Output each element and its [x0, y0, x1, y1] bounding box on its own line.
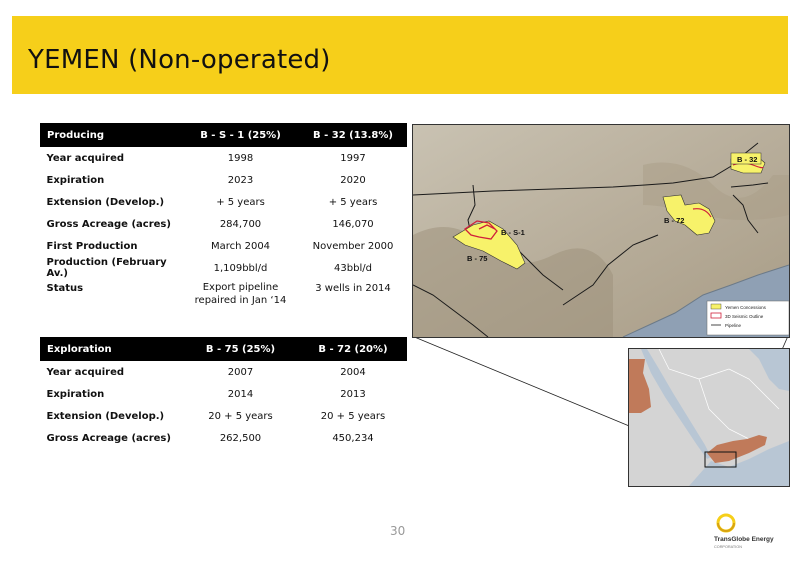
- block-b32-label: B - 32: [737, 155, 758, 164]
- table-row: [41, 361, 407, 384]
- legend-label-concessions: Yemen Concessions: [725, 305, 766, 310]
- cell-value: + 5 years: [328, 196, 378, 208]
- table-row: [41, 213, 407, 235]
- cell-value: 450,234: [332, 432, 374, 444]
- cell-value: 146,070: [332, 218, 374, 230]
- row-label: Status: [46, 283, 84, 294]
- cell-value: 43bbl/d: [334, 262, 372, 274]
- table-row: [41, 257, 407, 279]
- cell-value: + 5 years: [216, 196, 265, 208]
- producing-header-b32: B - 32 (13.8%): [300, 124, 407, 147]
- cell-value: 20 + 5 years: [208, 410, 273, 422]
- company-logo: [712, 512, 780, 552]
- regional-inset-map: [628, 348, 790, 487]
- legend-label-pipeline: Pipeline: [725, 323, 742, 328]
- map-legend: [707, 301, 789, 335]
- exploration-table: [40, 337, 407, 449]
- cell-value: November 2000: [312, 240, 394, 252]
- row-label: Expiration: [46, 388, 105, 400]
- cell-value: 262,500: [219, 432, 262, 444]
- producing-header-label: Producing: [41, 124, 182, 147]
- table-row: [41, 169, 407, 191]
- table-row: [41, 405, 407, 427]
- row-label: Expiration: [46, 174, 105, 186]
- cell-value: 1997: [340, 152, 366, 164]
- cell-value: 2013: [340, 388, 366, 400]
- logo-graphic: [712, 512, 780, 552]
- logo-text: TransGlobe Energy: [714, 536, 774, 543]
- row-label: Gross Acreage (acres): [46, 218, 171, 230]
- row-label: First Production: [46, 240, 138, 252]
- logo-subtext: CORPORATION: [714, 545, 742, 549]
- table-row: [41, 235, 407, 257]
- page-number: 30: [390, 524, 406, 538]
- cell-value: 284,700: [219, 218, 262, 230]
- row-label: Extension (Develop.): [46, 410, 165, 422]
- page-title: YEMEN (Non-operated): [28, 45, 331, 75]
- row-label: Extension (Develop.): [46, 196, 165, 208]
- producing-header-bs1: B - S - 1 (25%): [182, 124, 300, 147]
- map-graphic: [413, 125, 789, 337]
- row-label: Year acquired: [46, 366, 125, 378]
- row-label: Gross Acreage (acres): [46, 432, 171, 444]
- row-label: Production (February Av.): [46, 257, 167, 279]
- cell-value: 2014: [227, 388, 254, 400]
- table-row: [41, 191, 407, 213]
- cell-value: March 2004: [210, 240, 271, 252]
- cell-value: 2023: [227, 174, 254, 186]
- exploration-header-b72: B - 72 (20%): [300, 338, 407, 361]
- exploration-header-b75: B - 75 (25%): [182, 338, 300, 361]
- table-row: [41, 427, 407, 449]
- producing-table: [40, 123, 407, 309]
- yemen-concession-map: [412, 124, 790, 338]
- cell-value: 3 wells in 2014: [315, 283, 391, 294]
- cell-value: Export pipeline repaired in Jan ‘14: [194, 282, 287, 306]
- legend-label-seismic: 3D Seismic Outline: [725, 314, 764, 319]
- cell-value: 2004: [340, 366, 366, 378]
- exploration-header-row: [41, 338, 407, 361]
- row-label: Year acquired: [46, 152, 125, 164]
- table-row: [41, 279, 407, 309]
- producing-header-row: [41, 124, 407, 147]
- table-row: [41, 383, 407, 405]
- cell-value: 2007: [227, 366, 254, 378]
- table-row: [41, 147, 407, 170]
- block-bs1-label: B - S-1: [501, 228, 525, 237]
- exploration-header-label: Exploration: [41, 338, 182, 361]
- legend-swatch-concessions: [711, 304, 721, 309]
- cell-value: 1,109bbl/d: [213, 262, 268, 274]
- cell-value: 2020: [340, 174, 366, 186]
- block-b75-label: B - 75: [467, 254, 488, 263]
- cell-value: 1998: [227, 152, 254, 164]
- cell-value: 20 + 5 years: [320, 410, 386, 422]
- block-b72-label: B - 72: [664, 216, 685, 225]
- inset-graphic: [629, 349, 789, 486]
